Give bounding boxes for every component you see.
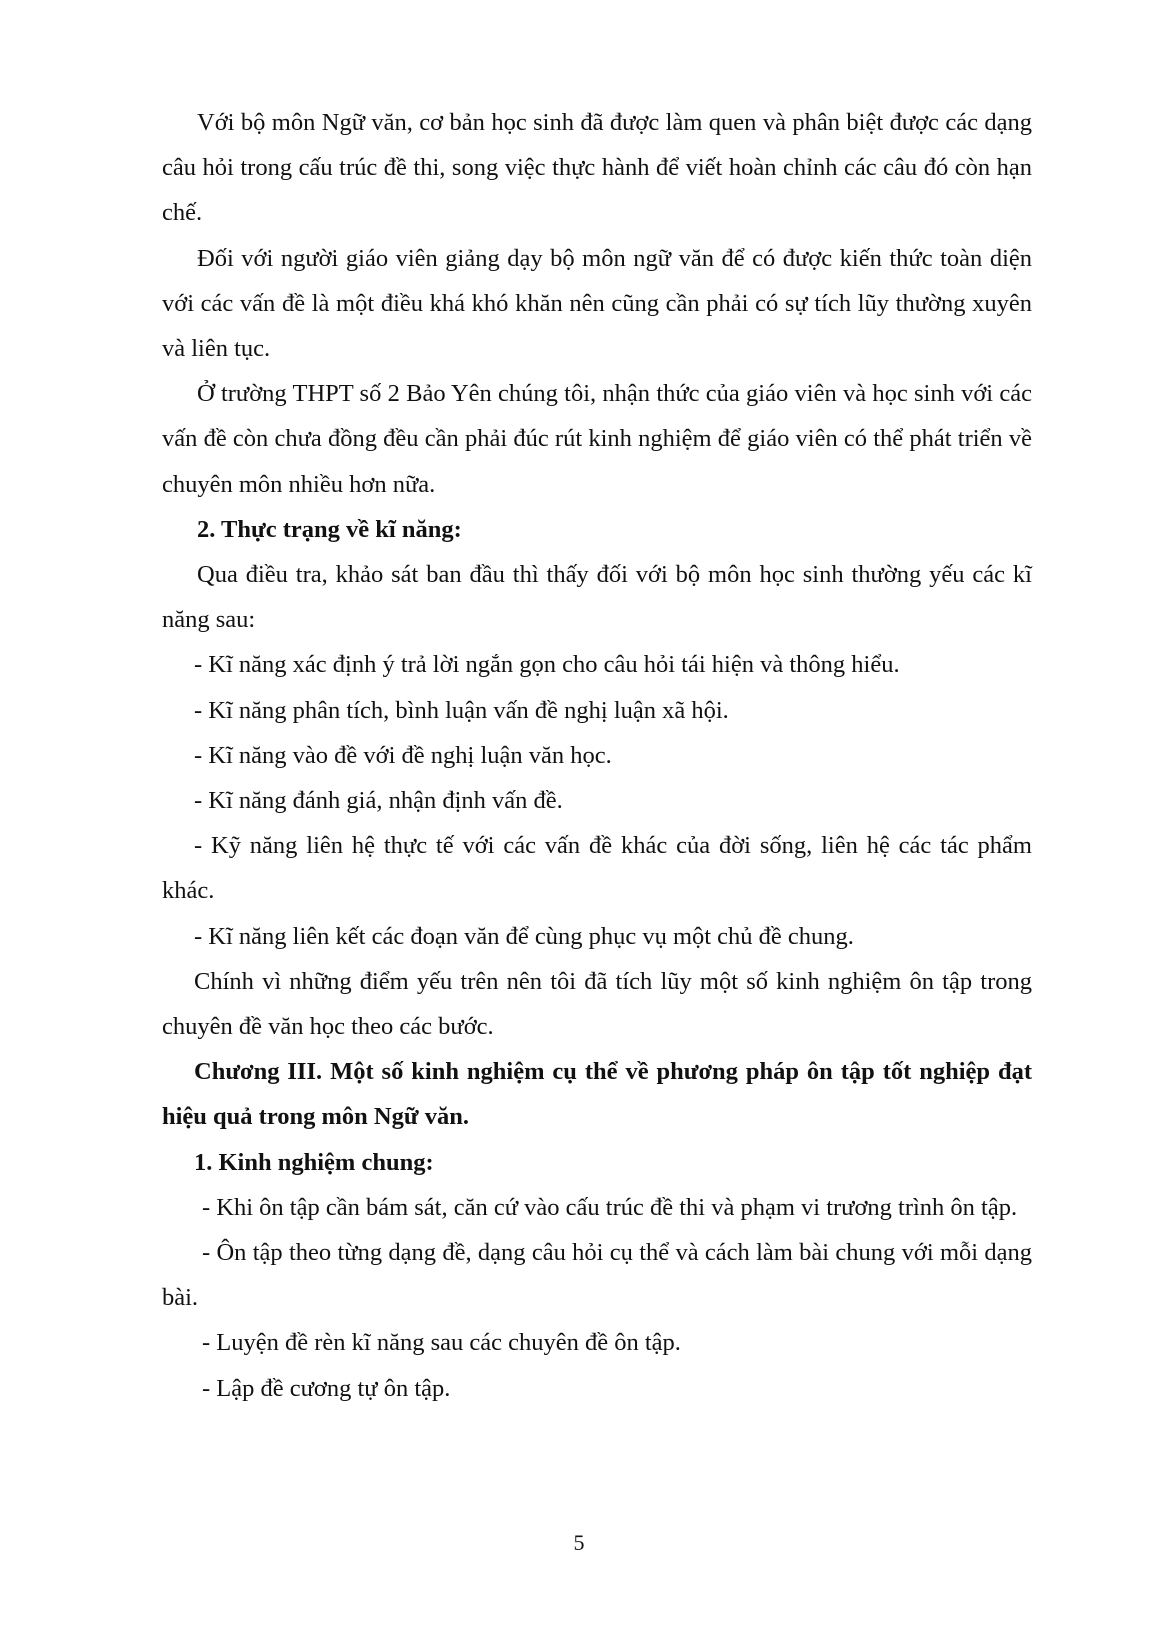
- section-heading: 2. Thực trạng về kĩ năng:: [197, 515, 462, 543]
- paragraph: Với bộ môn Ngữ văn, cơ bản học sinh đã được làm quen và phân biệt được các dạng câu hỏi trong cấu trúc đề thi, song việc thực hành để viết hoàn chỉnh các câu đó còn hạn chế.: [162, 109, 1032, 227]
- document-page: [162, 100, 1032, 1411]
- section-heading: 1. Kinh nghiệm chung:: [194, 1148, 434, 1176]
- list-item: - Kĩ năng liên kết các đoạn văn để cùng phục vụ một chủ đề chung.: [194, 922, 854, 950]
- paragraph: Đối với người giáo viên giảng dạy bộ môn ngữ văn để có được kiến thức toàn diện với các vấn đề là một điều khá khó khăn nên cũng cần phải có sự tích lũy thường xuyên và liên tục.: [162, 244, 1032, 363]
- list-item: - Kĩ năng vào đề với đề nghị luận văn học.: [194, 741, 612, 769]
- chapter-heading: Chương III. Một số kinh nghiệm cụ thể về phương pháp ôn tập tốt nghiệp đạt hiệu quả trong môn Ngữ văn.: [162, 1058, 1032, 1131]
- list-item: - Kĩ năng phân tích, bình luận vấn đề nghị luận xã hội.: [194, 696, 729, 724]
- list-item: - Ôn tập theo từng dạng đề, dạng câu hỏi cụ thể và cách làm bài chung với mỗi dạng bài.: [162, 1239, 1032, 1312]
- list-item: - Kĩ năng đánh giá, nhận định vấn đề.: [194, 787, 563, 815]
- list-item: - Lập đề cương tự ôn tập.: [202, 1374, 451, 1402]
- page-number: 5: [573, 1530, 585, 1555]
- paragraph: Chính vì những điểm yếu trên nên tôi đã tích lũy một số kinh nghiệm ôn tập trong chuyên đề văn học theo các bước.: [162, 967, 1032, 1041]
- list-item: - Khi ôn tập cần bám sát, căn cứ vào cấu trúc đề thi và phạm vi trương trình ôn tập.: [202, 1193, 1018, 1221]
- list-item: - Luyện đề rèn kĩ năng sau các chuyên đề ôn tập.: [202, 1329, 681, 1357]
- paragraph: Ở trường THPT số 2 Bảo Yên chúng tôi, nhận thức của giáo viên và học sinh với các vấn đề còn chưa đồng đều cần phải đúc rút kinh nghiệm để giáo viên có thể phát triển về chuyên môn nhiều hơn nữa.: [162, 380, 1032, 498]
- paragraph: Qua điều tra, khảo sát ban đầu thì thấy đối với bộ môn học sinh thường yếu các kĩ năng sau:: [162, 561, 1032, 634]
- list-item: - Kỹ năng liên hệ thực tế với các vấn đề khác của đời sống, liên hệ các tác phẩm khác.: [162, 832, 1032, 905]
- list-item: - Kĩ năng xác định ý trả lời ngắn gọn cho câu hỏi tái hiện và thông hiểu.: [194, 651, 900, 679]
